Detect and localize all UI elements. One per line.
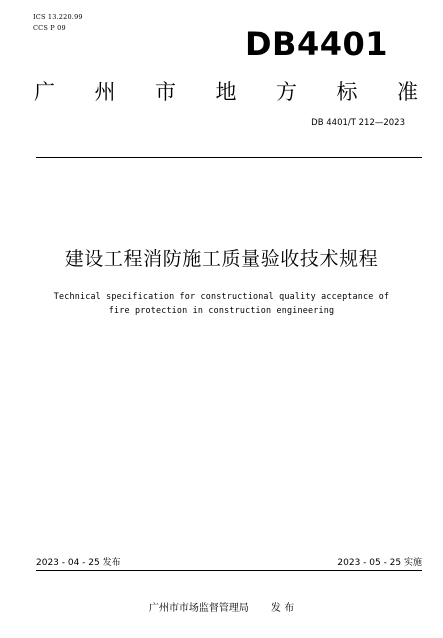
ics-code: ICS 13.220.99 [33,13,83,21]
document-title-en-line: fire protection in construction engineering [108,304,335,315]
local-standard-char: 标 [336,80,358,104]
local-standard-char: 州 [94,80,116,104]
ccs-code: CCS P 09 [33,24,66,32]
bottom-divider [36,570,422,571]
publisher-action: 发 布 [270,603,295,614]
local-standard-char: 广 [34,80,55,104]
db-logo: DB4401 [244,25,388,63]
publisher [0,602,443,616]
implementation-date: 2023 - 05 - 25 实施 [337,558,422,568]
local-standard-title [34,78,418,106]
local-standard-char: 地 [215,80,237,104]
standard-number: DB 4401/T 212—2023 [311,118,405,128]
issue-date: 2023 - 04 - 25 发布 [36,558,121,568]
publisher-name: 广州市市场监督管理局 [148,603,249,614]
local-standard-char: 准 [397,80,418,104]
classification-codes [33,12,83,34]
document-title-en-line: Technical specification for constructional quality acceptance of [53,291,390,301]
document-title-en [20,290,423,317]
top-divider [36,157,422,158]
document-title-zh: 建设工程消防施工质量验收技术规程 [64,248,379,270]
local-standard-char: 市 [155,80,176,104]
local-standard-char: 方 [276,80,297,104]
